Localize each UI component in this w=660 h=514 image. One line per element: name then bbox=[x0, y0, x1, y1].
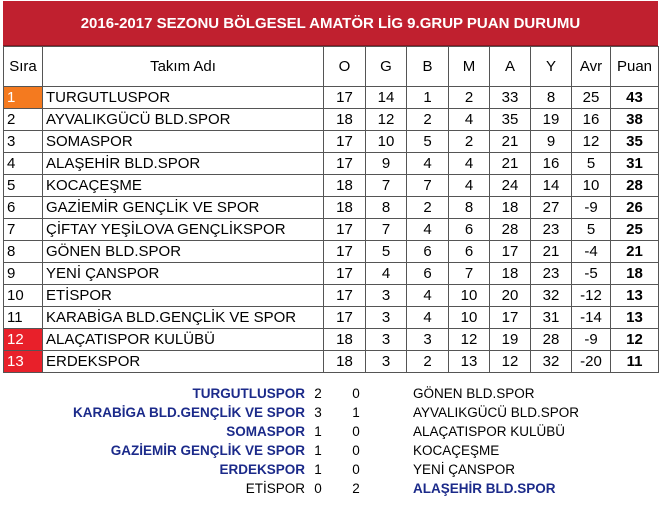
points-cell: 31 bbox=[611, 153, 659, 175]
points-cell: 35 bbox=[611, 131, 659, 153]
drawn-cell: 4 bbox=[407, 219, 449, 241]
won-cell: 12 bbox=[366, 109, 407, 131]
goals-for-cell: 19 bbox=[490, 329, 531, 351]
played-cell: 17 bbox=[324, 263, 366, 285]
lost-cell: 4 bbox=[449, 109, 490, 131]
away-team: KOCAÇEŞME bbox=[413, 443, 500, 458]
rank-cell: 11 bbox=[4, 307, 43, 329]
goals-against-cell: 31 bbox=[531, 307, 572, 329]
result-row bbox=[0, 403, 660, 422]
table-row bbox=[4, 153, 659, 175]
rank-cell: 6 bbox=[4, 197, 43, 219]
won-cell: 5 bbox=[366, 241, 407, 263]
goal-diff-cell: -9 bbox=[572, 197, 611, 219]
drawn-cell: 2 bbox=[407, 351, 449, 373]
header-goals-against: Y bbox=[531, 47, 572, 87]
goals-for-cell: 35 bbox=[490, 109, 531, 131]
lost-cell: 8 bbox=[449, 197, 490, 219]
goal-diff-cell: 10 bbox=[572, 175, 611, 197]
goals-for-cell: 12 bbox=[490, 351, 531, 373]
rank-cell: 2 bbox=[4, 109, 43, 131]
team-name: ALAÇATISPOR KULÜBÜ bbox=[43, 329, 324, 351]
home-score: 1 bbox=[314, 462, 322, 477]
drawn-cell: 6 bbox=[407, 263, 449, 285]
goals-against-cell: 9 bbox=[531, 131, 572, 153]
played-cell: 18 bbox=[324, 329, 366, 351]
table-row bbox=[4, 219, 659, 241]
team-name: ERDEKSPOR bbox=[43, 351, 324, 373]
won-cell: 9 bbox=[366, 153, 407, 175]
rank-cell: 8 bbox=[4, 241, 43, 263]
header-points: Puan bbox=[611, 47, 659, 87]
drawn-cell: 7 bbox=[407, 175, 449, 197]
won-cell: 3 bbox=[366, 285, 407, 307]
away-score: 0 bbox=[352, 443, 360, 458]
lost-cell: 12 bbox=[449, 329, 490, 351]
played-cell: 17 bbox=[324, 153, 366, 175]
away-score: 0 bbox=[352, 386, 360, 401]
away-team: ALAÇATISPOR KULÜBÜ bbox=[413, 424, 566, 439]
drawn-cell: 6 bbox=[407, 241, 449, 263]
rank-cell: 1 bbox=[4, 87, 43, 109]
team-name: AYVALIKGÜCÜ BLD.SPOR bbox=[43, 109, 324, 131]
team-name: SOMASPOR bbox=[43, 131, 324, 153]
goals-for-cell: 17 bbox=[490, 307, 531, 329]
goal-diff-cell: 25 bbox=[572, 87, 611, 109]
home-team: ERDEKSPOR bbox=[219, 462, 305, 477]
points-cell: 18 bbox=[611, 263, 659, 285]
table-row bbox=[4, 351, 659, 373]
goals-for-cell: 24 bbox=[490, 175, 531, 197]
points-cell: 28 bbox=[611, 175, 659, 197]
goals-against-cell: 19 bbox=[531, 109, 572, 131]
goals-against-cell: 32 bbox=[531, 351, 572, 373]
home-score: 1 bbox=[314, 424, 322, 439]
goal-diff-cell: 12 bbox=[572, 131, 611, 153]
goals-for-cell: 17 bbox=[490, 241, 531, 263]
goal-diff-cell: -9 bbox=[572, 329, 611, 351]
lost-cell: 4 bbox=[449, 175, 490, 197]
played-cell: 18 bbox=[324, 197, 366, 219]
lost-cell: 2 bbox=[449, 87, 490, 109]
lost-cell: 13 bbox=[449, 351, 490, 373]
team-name: YENİ ÇANSPOR bbox=[43, 263, 324, 285]
away-score: 1 bbox=[352, 405, 360, 420]
goal-diff-cell: -14 bbox=[572, 307, 611, 329]
away-score: 0 bbox=[352, 462, 360, 477]
header-lost: M bbox=[449, 47, 490, 87]
won-cell: 8 bbox=[366, 197, 407, 219]
header-team: Takım Adı bbox=[43, 47, 324, 87]
won-cell: 7 bbox=[366, 175, 407, 197]
goals-against-cell: 16 bbox=[531, 153, 572, 175]
team-name: GAZİEMİR GENÇLİK VE SPOR bbox=[43, 197, 324, 219]
goals-for-cell: 33 bbox=[490, 87, 531, 109]
goals-against-cell: 28 bbox=[531, 329, 572, 351]
drawn-cell: 2 bbox=[407, 197, 449, 219]
drawn-cell: 5 bbox=[407, 131, 449, 153]
drawn-cell: 4 bbox=[407, 307, 449, 329]
home-team: TURGUTLUSPOR bbox=[192, 386, 305, 401]
goals-against-cell: 8 bbox=[531, 87, 572, 109]
header-won: G bbox=[366, 47, 407, 87]
goals-for-cell: 20 bbox=[490, 285, 531, 307]
team-name: ÇİFTAY YEŞİLOVA GENÇLİKSPOR bbox=[43, 219, 324, 241]
home-score: 1 bbox=[314, 443, 322, 458]
team-name: KOCAÇEŞME bbox=[43, 175, 324, 197]
result-row bbox=[0, 384, 660, 403]
goal-diff-cell: -12 bbox=[572, 285, 611, 307]
rank-cell: 3 bbox=[4, 131, 43, 153]
played-cell: 17 bbox=[324, 307, 366, 329]
lost-cell: 6 bbox=[449, 241, 490, 263]
lost-cell: 6 bbox=[449, 219, 490, 241]
result-row bbox=[0, 460, 660, 479]
table-row bbox=[4, 87, 659, 109]
lost-cell: 2 bbox=[449, 131, 490, 153]
rank-cell: 4 bbox=[4, 153, 43, 175]
points-cell: 25 bbox=[611, 219, 659, 241]
table-row bbox=[4, 285, 659, 307]
points-cell: 13 bbox=[611, 307, 659, 329]
goal-diff-cell: -20 bbox=[572, 351, 611, 373]
home-team: SOMASPOR bbox=[226, 424, 305, 439]
goals-for-cell: 18 bbox=[490, 197, 531, 219]
table-row bbox=[4, 329, 659, 351]
goals-against-cell: 23 bbox=[531, 219, 572, 241]
won-cell: 10 bbox=[366, 131, 407, 153]
won-cell: 7 bbox=[366, 219, 407, 241]
lost-cell: 4 bbox=[449, 153, 490, 175]
won-cell: 3 bbox=[366, 329, 407, 351]
team-name: KARABİGA BLD.GENÇLİK VE SPOR bbox=[43, 307, 324, 329]
team-name: TURGUTLUSPOR bbox=[43, 87, 324, 109]
result-row bbox=[0, 479, 660, 498]
drawn-cell: 3 bbox=[407, 329, 449, 351]
home-team: ETİSPOR bbox=[245, 481, 305, 496]
home-team: KARABİGA BLD.GENÇLİK VE SPOR bbox=[72, 405, 305, 420]
rank-cell: 7 bbox=[4, 219, 43, 241]
points-cell: 26 bbox=[611, 197, 659, 219]
points-cell: 38 bbox=[611, 109, 659, 131]
table-row bbox=[4, 197, 659, 219]
away-team: YENİ ÇANSPOR bbox=[413, 462, 516, 477]
played-cell: 18 bbox=[324, 175, 366, 197]
goals-against-cell: 27 bbox=[531, 197, 572, 219]
goals-against-cell: 21 bbox=[531, 241, 572, 263]
away-team: ALAŞEHİR BLD.SPOR bbox=[413, 481, 556, 496]
goals-for-cell: 21 bbox=[490, 131, 531, 153]
goal-diff-cell: 5 bbox=[572, 219, 611, 241]
page-title: 2016-2017 SEZONU BÖLGESEL AMATÖR LİG 9.GRUP PUAN DURUMU bbox=[3, 1, 658, 46]
won-cell: 3 bbox=[366, 307, 407, 329]
goals-for-cell: 18 bbox=[490, 263, 531, 285]
goals-against-cell: 23 bbox=[531, 263, 572, 285]
result-row bbox=[0, 441, 660, 460]
away-team: AYVALIKGÜCÜ BLD.SPOR bbox=[413, 405, 580, 420]
goals-against-cell: 32 bbox=[531, 285, 572, 307]
home-team: GAZİEMİR GENÇLİK VE SPOR bbox=[110, 443, 305, 458]
drawn-cell: 2 bbox=[407, 109, 449, 131]
played-cell: 17 bbox=[324, 219, 366, 241]
points-cell: 21 bbox=[611, 241, 659, 263]
goal-diff-cell: 5 bbox=[572, 153, 611, 175]
won-cell: 14 bbox=[366, 87, 407, 109]
points-cell: 11 bbox=[611, 351, 659, 373]
lost-cell: 10 bbox=[449, 307, 490, 329]
played-cell: 17 bbox=[324, 241, 366, 263]
header-played: O bbox=[324, 47, 366, 87]
goals-against-cell: 14 bbox=[531, 175, 572, 197]
table-row bbox=[4, 307, 659, 329]
goal-diff-cell: -5 bbox=[572, 263, 611, 285]
standings-table bbox=[3, 46, 659, 373]
header-rank: Sıra bbox=[4, 47, 43, 87]
points-cell: 43 bbox=[611, 87, 659, 109]
goals-for-cell: 21 bbox=[490, 153, 531, 175]
played-cell: 17 bbox=[324, 131, 366, 153]
points-cell: 12 bbox=[611, 329, 659, 351]
drawn-cell: 4 bbox=[407, 285, 449, 307]
points-cell: 13 bbox=[611, 285, 659, 307]
home-score: 0 bbox=[314, 481, 322, 496]
drawn-cell: 1 bbox=[407, 87, 449, 109]
away-team: GÖNEN BLD.SPOR bbox=[413, 386, 535, 401]
header-goals-for: A bbox=[490, 47, 531, 87]
home-score: 3 bbox=[314, 405, 322, 420]
table-row bbox=[4, 131, 659, 153]
played-cell: 18 bbox=[324, 109, 366, 131]
home-score: 2 bbox=[314, 386, 322, 401]
header-goal-diff: Avr bbox=[572, 47, 611, 87]
goals-for-cell: 28 bbox=[490, 219, 531, 241]
rank-cell: 12 bbox=[4, 329, 43, 351]
header-drawn: B bbox=[407, 47, 449, 87]
team-name: ALAŞEHİR BLD.SPOR bbox=[43, 153, 324, 175]
won-cell: 4 bbox=[366, 263, 407, 285]
played-cell: 17 bbox=[324, 285, 366, 307]
rank-cell: 9 bbox=[4, 263, 43, 285]
drawn-cell: 4 bbox=[407, 153, 449, 175]
table-row bbox=[4, 263, 659, 285]
team-name: GÖNEN BLD.SPOR bbox=[43, 241, 324, 263]
table-row bbox=[4, 175, 659, 197]
table-header-row bbox=[4, 47, 659, 87]
rank-cell: 10 bbox=[4, 285, 43, 307]
played-cell: 17 bbox=[324, 87, 366, 109]
table-row bbox=[4, 109, 659, 131]
rank-cell: 5 bbox=[4, 175, 43, 197]
goal-diff-cell: 16 bbox=[572, 109, 611, 131]
away-score: 2 bbox=[352, 481, 360, 496]
played-cell: 18 bbox=[324, 351, 366, 373]
table-row bbox=[4, 241, 659, 263]
rank-cell: 13 bbox=[4, 351, 43, 373]
lost-cell: 10 bbox=[449, 285, 490, 307]
won-cell: 3 bbox=[366, 351, 407, 373]
away-score: 0 bbox=[352, 424, 360, 439]
team-name: ETİSPOR bbox=[43, 285, 324, 307]
goal-diff-cell: -4 bbox=[572, 241, 611, 263]
result-row bbox=[0, 422, 660, 441]
match-results bbox=[0, 384, 660, 498]
lost-cell: 7 bbox=[449, 263, 490, 285]
